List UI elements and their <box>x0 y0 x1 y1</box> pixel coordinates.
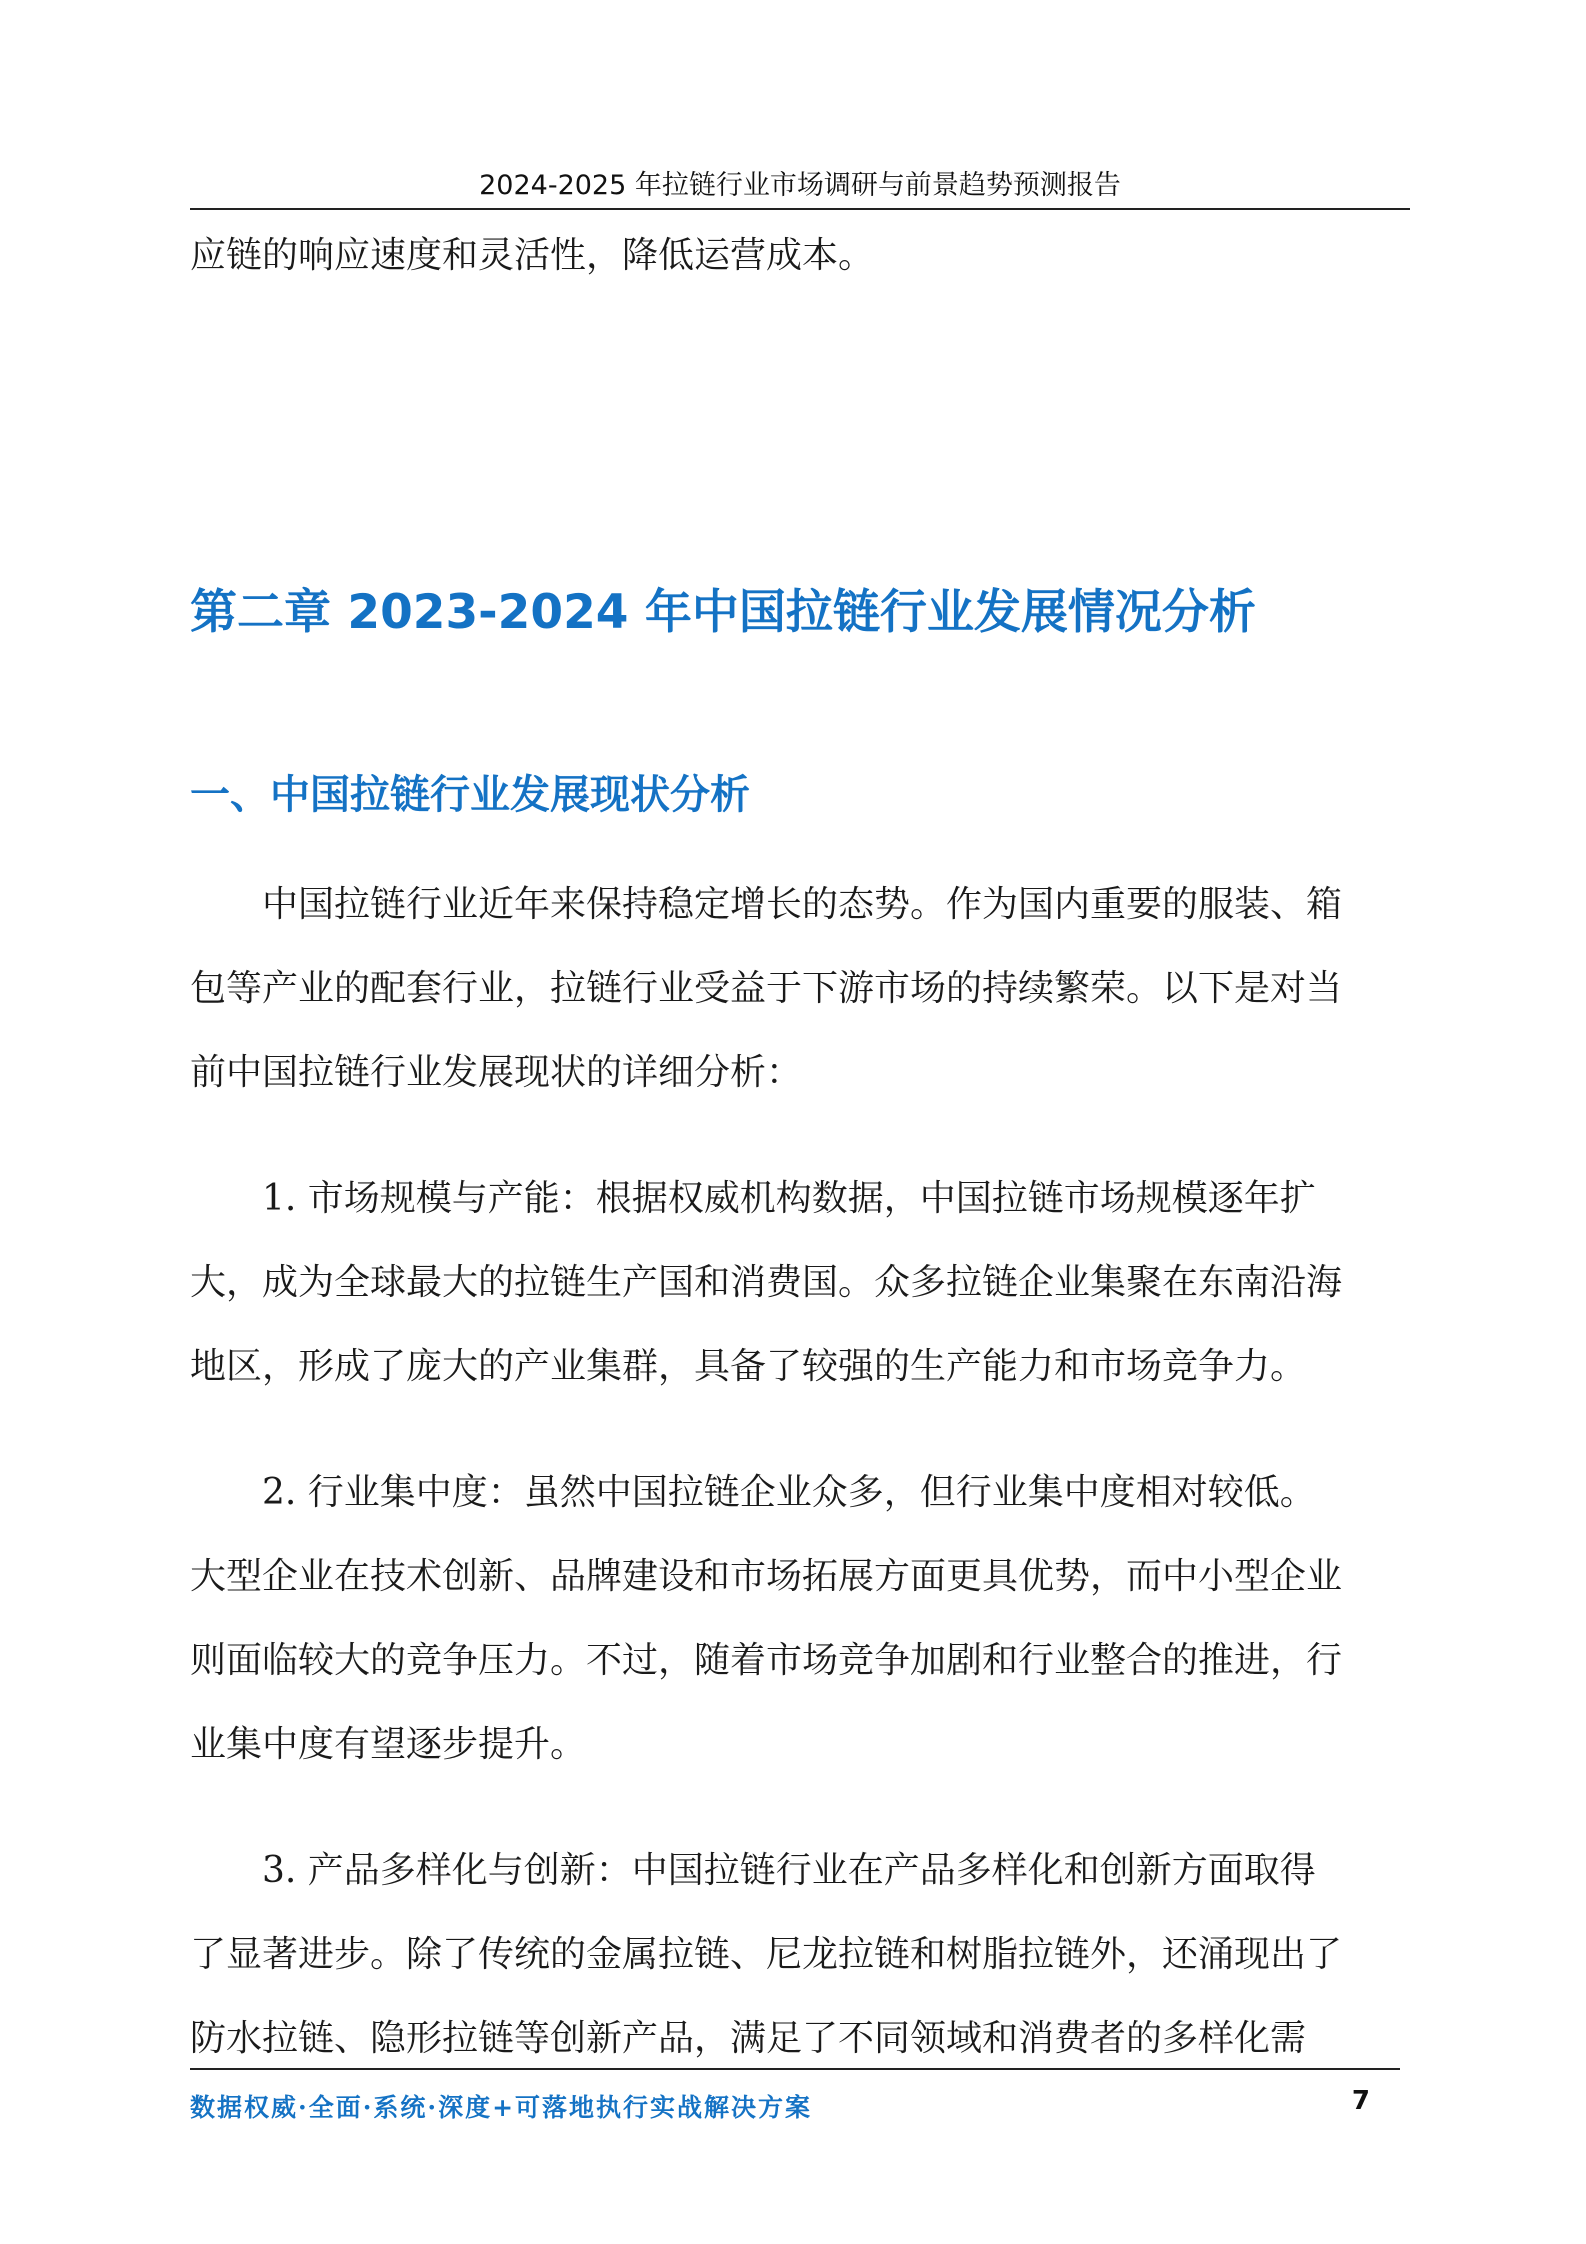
running-header-title: 2024-2025 年拉链行业市场调研与前景趋势预测报告 <box>479 170 1121 201</box>
footer-slogan: 数据权威·全面·系统·深度+可落地执行实战解决方案 <box>190 2093 813 2122</box>
paragraph-line: 地区，形成了庞大的产业集群，具备了较强的生产能力和市场竞争力。 <box>190 1346 1307 1387</box>
chapter-title: 第二章 2023-2024 年中国拉链行业发展情况分析 <box>190 585 1256 640</box>
paragraph-line: 大型企业在技术创新、品牌建设和市场拓展方面更具优势，而中小型企业 <box>190 1556 1343 1597</box>
paragraph-line: 大，成为全球最大的拉链生产国和消费国。众多拉链企业集聚在东南沿海 <box>190 1262 1343 1303</box>
section-title: 一、中国拉链行业发展现状分析 <box>190 772 750 818</box>
header-divider <box>190 208 1410 210</box>
paragraph-line: 防水拉链、隐形拉链等创新产品，满足了不同领域和消费者的多样化需 <box>190 2018 1307 2059</box>
paragraph-line: 包等产业的配套行业，拉链行业受益于下游市场的持续繁荣。以下是对当 <box>190 968 1343 1009</box>
paragraph-line: 了显著进步。除了传统的金属拉链、尼龙拉链和树脂拉链外，还涌现出了 <box>190 1934 1343 1975</box>
footer-divider <box>190 2068 1400 2070</box>
page-number: 7 <box>1351 2086 1370 2116</box>
paragraph-line: 1. 市场规模与产能：根据权威机构数据，中国拉链市场规模逐年扩 <box>262 1178 1316 1219</box>
carryover-line: 应链的响应速度和灵活性，降低运营成本。 <box>190 235 875 276</box>
paragraph-line: 中国拉链行业近年来保持稳定增长的态势。作为国内重要的服装、箱 <box>262 884 1343 925</box>
paragraph-line: 则面临较大的竞争压力。不过，随着市场竞争加剧和行业整合的推进，行 <box>190 1640 1343 1681</box>
paragraph-line: 前中国拉链行业发展现状的详细分析： <box>190 1052 803 1093</box>
paragraph-line: 3. 产品多样化与创新：中国拉链行业在产品多样化和创新方面取得 <box>262 1850 1316 1891</box>
paragraph-line: 业集中度有望逐步提升。 <box>190 1724 587 1765</box>
paragraph-line: 2. 行业集中度：虽然中国拉链企业众多，但行业集中度相对较低。 <box>262 1472 1316 1513</box>
